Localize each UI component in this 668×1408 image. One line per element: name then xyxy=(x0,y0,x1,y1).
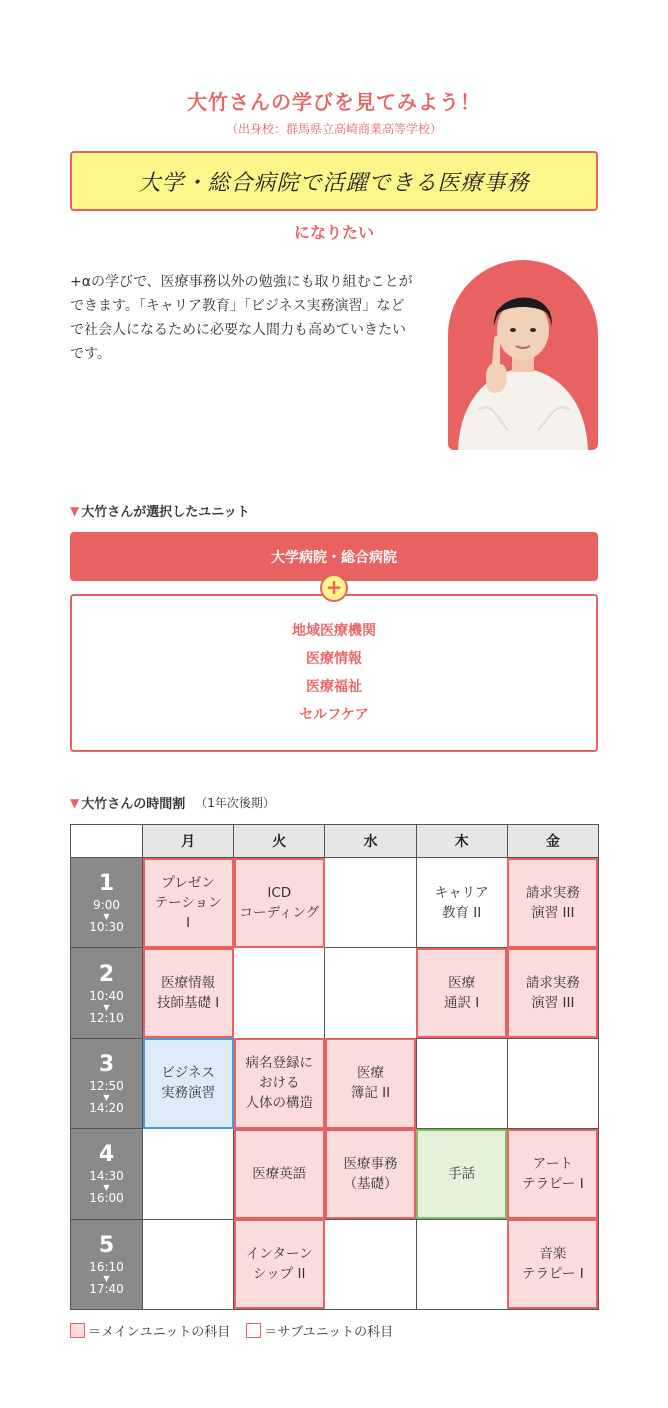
period-start: 10:40 xyxy=(89,988,124,1003)
timetable-section-title xyxy=(70,793,275,812)
legend xyxy=(70,1321,409,1340)
arrow-down-icon: ▼ xyxy=(103,912,110,922)
empty-cell xyxy=(325,948,416,1038)
arrow-down-icon: ▼ xyxy=(103,1002,110,1012)
timetable-row xyxy=(71,1219,599,1309)
sub-unit-item: 医療情報 xyxy=(306,651,362,667)
legend-main xyxy=(70,1321,230,1340)
class-cell: 医療英語 xyxy=(234,1129,325,1219)
goal-suffix: になりたい xyxy=(293,223,374,242)
period-start: 12:50 xyxy=(89,1078,124,1093)
empty-cell xyxy=(143,1129,234,1219)
period-number: 4 xyxy=(98,1142,115,1168)
student-illustration xyxy=(448,260,598,450)
class-cell: 請求実務 演習 III xyxy=(507,948,598,1038)
triangle-down-icon: ▼ xyxy=(70,795,80,810)
arrow-down-icon: ▼ xyxy=(103,1273,110,1283)
period-number: 2 xyxy=(98,961,115,987)
legend-main-label: ＝メインユニットの科目 xyxy=(88,1325,231,1340)
timetable-row xyxy=(71,858,599,948)
timetable-row xyxy=(71,948,599,1038)
triangle-down-icon: ▼ xyxy=(70,503,80,518)
period-start: 14:30 xyxy=(89,1169,124,1184)
class-cell: アート テラピー I xyxy=(507,1129,598,1219)
legend-sub xyxy=(246,1321,393,1340)
empty-cell xyxy=(143,1219,234,1309)
class-cell: 請求実務 演習 III xyxy=(507,858,598,948)
class-cell: 音楽 テラピー I xyxy=(507,1219,598,1309)
period-start: 16:10 xyxy=(89,1259,124,1274)
day-header: 木 xyxy=(416,825,507,858)
sub-unit-item: 地域医療機関 xyxy=(292,623,376,639)
timetable xyxy=(70,824,599,1310)
class-cell: 医療 簿記 II xyxy=(325,1038,416,1128)
period-end: 14:20 xyxy=(89,1100,124,1115)
day-header: 火 xyxy=(234,825,325,858)
sub-units xyxy=(70,594,598,752)
period-cell xyxy=(71,1038,143,1128)
empty-cell xyxy=(325,1219,416,1309)
timetable-row xyxy=(71,1129,599,1219)
sub-unit-item: セルフケア xyxy=(299,707,369,723)
period-end: 16:00 xyxy=(89,1191,124,1206)
timetable-row xyxy=(71,1038,599,1128)
arrow-down-icon: ▼ xyxy=(103,1183,110,1193)
class-cell: 医療情報 技師基礎 I xyxy=(143,948,234,1038)
period-start: 9:00 xyxy=(93,898,120,913)
main-swatch xyxy=(70,1323,85,1338)
empty-cell xyxy=(325,858,416,948)
goal-banner xyxy=(70,151,598,211)
timetable-title-text: 大竹さんの時間割 xyxy=(81,797,186,812)
class-cell: ICD コーディング xyxy=(234,858,325,948)
period-cell xyxy=(71,1219,143,1309)
period-cell xyxy=(71,1129,143,1219)
units-section-title xyxy=(70,501,250,520)
class-cell: 手話 xyxy=(416,1129,507,1219)
empty-cell xyxy=(416,1219,507,1309)
period-end: 12:10 xyxy=(89,1010,124,1025)
main-unit: 大学病院・総合病院 xyxy=(70,532,598,581)
timetable-header-row xyxy=(71,825,599,858)
period-number: 1 xyxy=(98,871,115,897)
period-end: 10:30 xyxy=(89,920,124,935)
class-cell: プレゼン テーション I xyxy=(143,858,234,948)
sub-swatch xyxy=(246,1323,261,1338)
sub-unit-item: 医療福祉 xyxy=(306,679,362,695)
legend-sub-label: ＝サブユニットの科目 xyxy=(264,1325,394,1340)
class-cell: インターン シップ II xyxy=(234,1219,325,1309)
timetable-corner xyxy=(71,825,143,858)
period-number: 3 xyxy=(98,1051,115,1077)
day-header: 水 xyxy=(325,825,416,858)
student-photo xyxy=(448,260,598,450)
class-cell: 医療 通訳 I xyxy=(416,948,507,1038)
page-title: 大竹さんの学びを見てみよう！ xyxy=(187,90,481,114)
school-name: （出身校：群馬県立高崎商業高等学校） xyxy=(225,122,442,136)
goal-text: 大学・総合病院で活躍できる医療事務 xyxy=(138,170,530,196)
class-cell: キャリア 教育 II xyxy=(416,858,507,948)
units-title-text: 大竹さんが選択したユニット xyxy=(81,505,250,520)
period-end: 17:40 xyxy=(89,1281,124,1296)
class-cell: 医療事務 （基礎） xyxy=(325,1129,416,1219)
period-cell xyxy=(71,858,143,948)
class-cell: ビジネス 実務演習 xyxy=(143,1038,234,1128)
plus-icon: + xyxy=(320,574,348,602)
arrow-down-icon: ▼ xyxy=(103,1092,110,1102)
empty-cell xyxy=(234,948,325,1038)
day-header: 月 xyxy=(143,825,234,858)
period-number: 5 xyxy=(98,1232,115,1258)
day-header: 金 xyxy=(507,825,598,858)
empty-cell xyxy=(416,1038,507,1128)
class-cell: 病名登録に おける 人体の構造 xyxy=(234,1038,325,1128)
intro-text: +αの学びで、医療事務以外の勉強にも取り組むことができます。「キャリア教育」「ビジネス実務演習」などで社会人になるために必要な人間力も高めていきたいです。 xyxy=(70,274,413,362)
timetable-term: （1年次後期） xyxy=(195,796,275,810)
period-cell xyxy=(71,948,143,1038)
empty-cell xyxy=(507,1038,598,1128)
